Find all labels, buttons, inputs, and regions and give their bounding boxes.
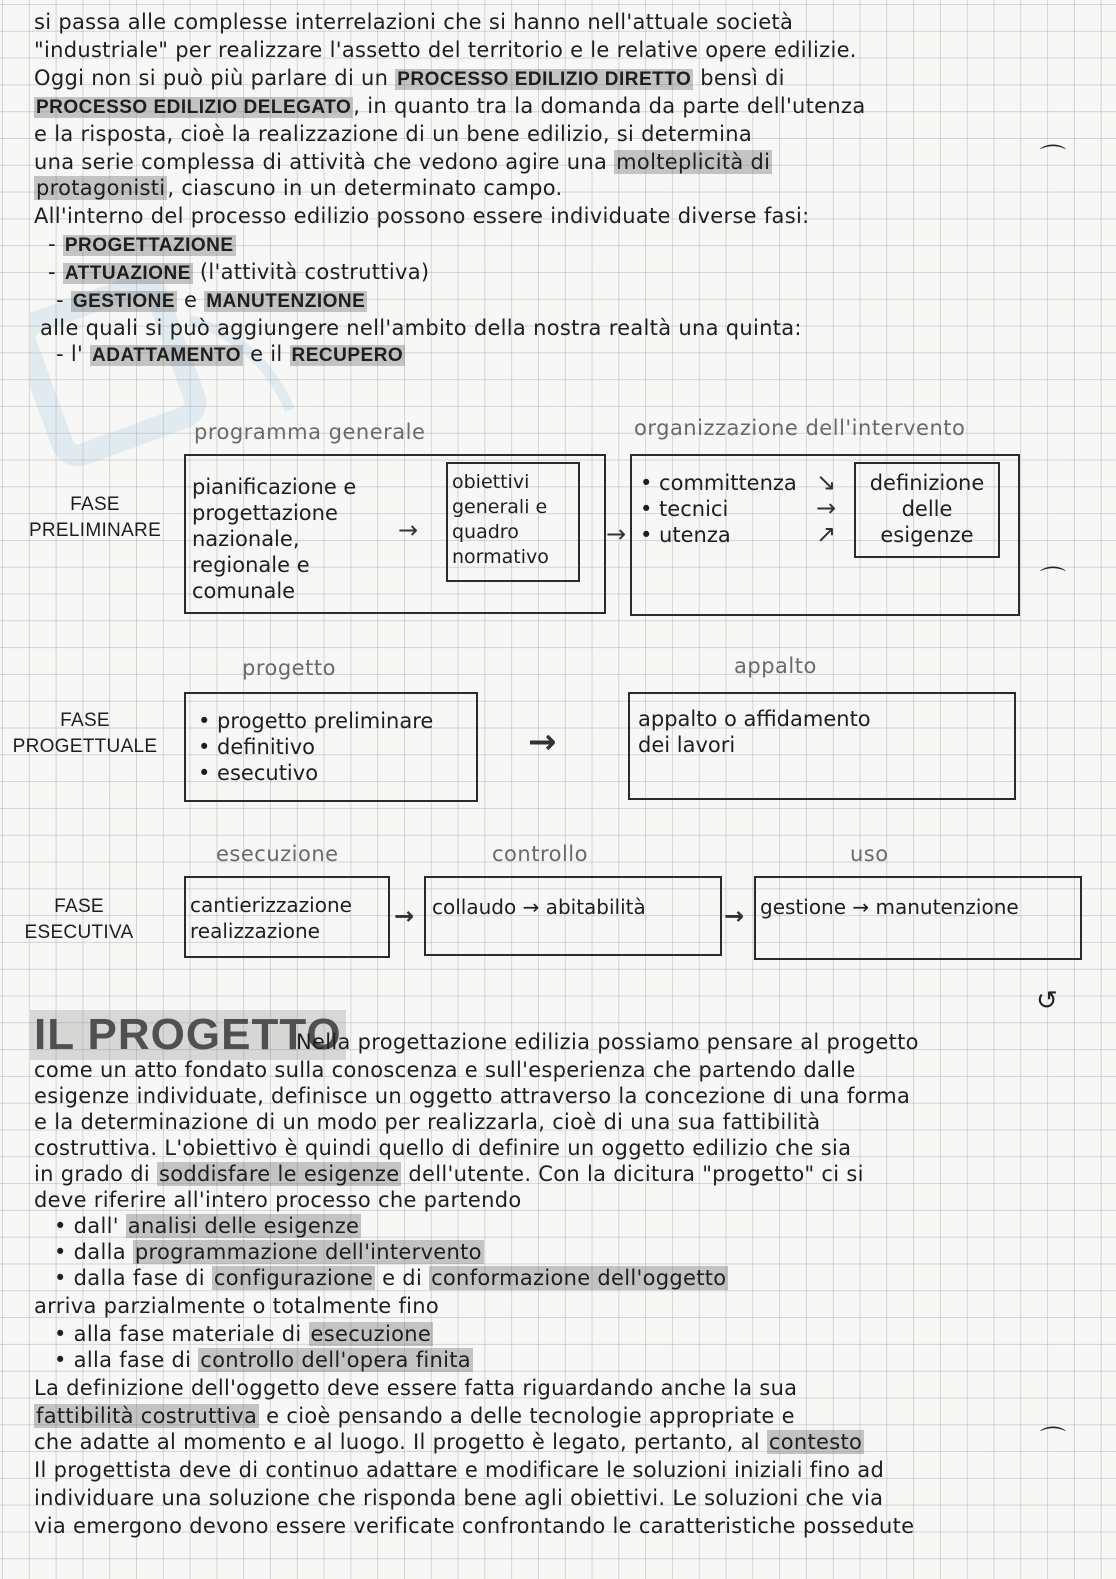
arrow-right-icon: ↗	[816, 520, 837, 548]
bullet-item: • dalla fase di configurazione e di conformazione dell'oggetto	[54, 1266, 727, 1290]
bullet-item: • dall' analisi delle esigenze	[54, 1214, 360, 1238]
section-line: che adatte al momento e al luogo. Il progetto è legato, pertanto, al contesto	[34, 1430, 863, 1454]
text-definizione: definizione delle esigenze	[869, 471, 985, 547]
highlight-processo-diretto: PROCESSO EDILIZIO DIRETTO	[397, 69, 692, 90]
text-appalto: appalto o affidamento dei lavori	[638, 707, 871, 757]
phase-label-progettuale: FASE PROGETTUALE	[12, 710, 158, 757]
arrow-right-icon: →	[528, 722, 557, 762]
arrow-right-icon: →	[724, 902, 745, 930]
highlight-protagonisti: protagonisti	[36, 176, 166, 200]
caption-esecuzione: esecuzione	[216, 842, 339, 866]
margin-mark-icon: ⌒	[1040, 144, 1067, 174]
caption-appalto: appalto	[734, 654, 817, 678]
section-line: in grado di soddisfare le esigenze dell'utente. Con la dicitura "progetto" ci si	[34, 1162, 864, 1186]
phase-item-gestione: - GESTIONE e MANUTENZIONE	[56, 288, 366, 312]
arrow-right-icon: →	[606, 520, 627, 548]
text-uso: gestione → manutenzione	[760, 895, 1019, 919]
margin-mark-icon: ⌒	[1040, 1426, 1067, 1456]
section-line: fattibilità costruttiva e cioè pensando a delle tecnologie appropriate e	[36, 1404, 795, 1428]
section-line: come un atto fondato sulla conoscenza e sull'esperienza che partendo dalle	[34, 1058, 856, 1082]
caption-programma-generale: programma generale	[194, 420, 426, 444]
section-line: costruttiva. L'obiettivo è quindi quello di definire un oggetto edilizio che sia	[34, 1136, 852, 1160]
highlight-processo-delegato: PROCESSO EDILIZIO DELEGATO	[36, 97, 352, 118]
caption-progetto: progetto	[242, 656, 336, 680]
phase-item-progettazione: - PROGETTAZIONE	[48, 232, 234, 256]
highlight-fattibilita: fattibilità costruttiva	[36, 1404, 258, 1428]
arrow-right-icon: →	[816, 494, 837, 522]
text-controllo: collaudo → abitabilità	[432, 895, 646, 919]
section-line: e la determinazione di un modo per realizzarla, cioè di una sua fattibilità	[34, 1110, 821, 1134]
phase-label-preliminare: FASE PRELIMINARE	[28, 494, 162, 541]
caption-uso: uso	[850, 842, 889, 866]
intro-line-4: PROCESSO EDILIZIO DELEGATO, in quanto tra la domanda da parte dell'utenza	[36, 94, 866, 118]
arrow-right-icon: →	[398, 516, 419, 544]
section-line: esigenze individuate, definisce un oggetto attraverso la concezione di una forma	[34, 1084, 911, 1108]
margin-mark-icon: ↺	[1036, 986, 1058, 1016]
caption-organizzazione: organizzazione dell'intervento	[634, 416, 966, 440]
text-attori: • committenza • tecnici • utenza	[640, 471, 797, 547]
caption-controllo: controllo	[492, 842, 588, 866]
text-progetto-livelli: • progetto preliminare • definitivo • esecutivo	[198, 709, 434, 785]
text-pianificazione: pianificazione e progettazione nazionale, regionale e comunale	[192, 475, 357, 603]
bullet-item: • alla fase materiale di esecuzione	[54, 1322, 432, 1346]
bullet-item: • dalla programmazione dell'intervento	[54, 1240, 482, 1264]
intro-line-5: e la risposta, cioè la realizzazione di un bene edilizio, si determina	[34, 122, 752, 146]
section-title: IL PROGETTO	[30, 1010, 346, 1060]
section-line: arriva parzialmente o totalmente fino	[34, 1294, 440, 1318]
section-first-line: Nella progettazione edilizia possiamo pensare al progetto	[296, 1030, 919, 1054]
margin-mark-icon: ⌒	[1040, 566, 1067, 596]
arrow-right-icon: ↘	[816, 468, 837, 496]
highlight-soddisfare: soddisfare le esigenze	[158, 1162, 400, 1186]
phase-item-adattamento: - l' ADATTAMENTO e il RECUPERO	[56, 342, 404, 366]
intro-line-2: "industriale" per realizzare l'assetto del territorio e le relative opere edilizie.	[34, 38, 857, 62]
highlight-molteplicita: molteplicità di	[616, 150, 771, 174]
intro-line-6: una serie complessa di attività che vedono agire una molteplicità di	[34, 150, 771, 174]
section-line: deve riferire all'intero processo che partendo	[34, 1188, 522, 1212]
text-esecuzione: cantierizzazione realizzazione	[190, 893, 352, 943]
intro-line-8: All'interno del processo edilizio possono essere individuate diverse fasi:	[34, 204, 810, 228]
section-line: individuare una soluzione che risponda bene agli obiettivi. Le soluzioni che via	[34, 1486, 884, 1510]
phase-item-attuazione: - ATTUAZIONE (l'attività costruttiva)	[48, 260, 430, 284]
intro-line-12: alle quali si può aggiungere nell'ambito della nostra realtà una quinta:	[40, 316, 802, 340]
intro-line-1: si passa alle complesse interrelazioni che si hanno nell'attuale società	[34, 10, 794, 34]
intro-line-3: Oggi non si può più parlare di un PROCESSO EDILIZIO DIRETTO bensì di	[34, 66, 785, 90]
text-obiettivi: obiettivi generali e quadro normativo	[452, 471, 549, 568]
section-line: Il progettista deve di continuo adattare e modificare le soluzioni iniziali fino ad	[34, 1458, 885, 1482]
bullet-item: • alla fase di controllo dell'opera finita	[54, 1348, 471, 1372]
arrow-right-icon: →	[394, 902, 415, 930]
section-line: via emergono devono essere verificate confrontando le caratteristiche possedute	[34, 1514, 915, 1538]
phase-label-esecutiva: FASE ESECUTIVA	[24, 896, 134, 943]
highlight-contesto: contesto	[768, 1430, 863, 1454]
section-line: La definizione dell'oggetto deve essere fatta riguardando anche la sua	[34, 1376, 798, 1400]
intro-line-7: protagonisti, ciascuno in un determinato campo.	[36, 176, 563, 200]
